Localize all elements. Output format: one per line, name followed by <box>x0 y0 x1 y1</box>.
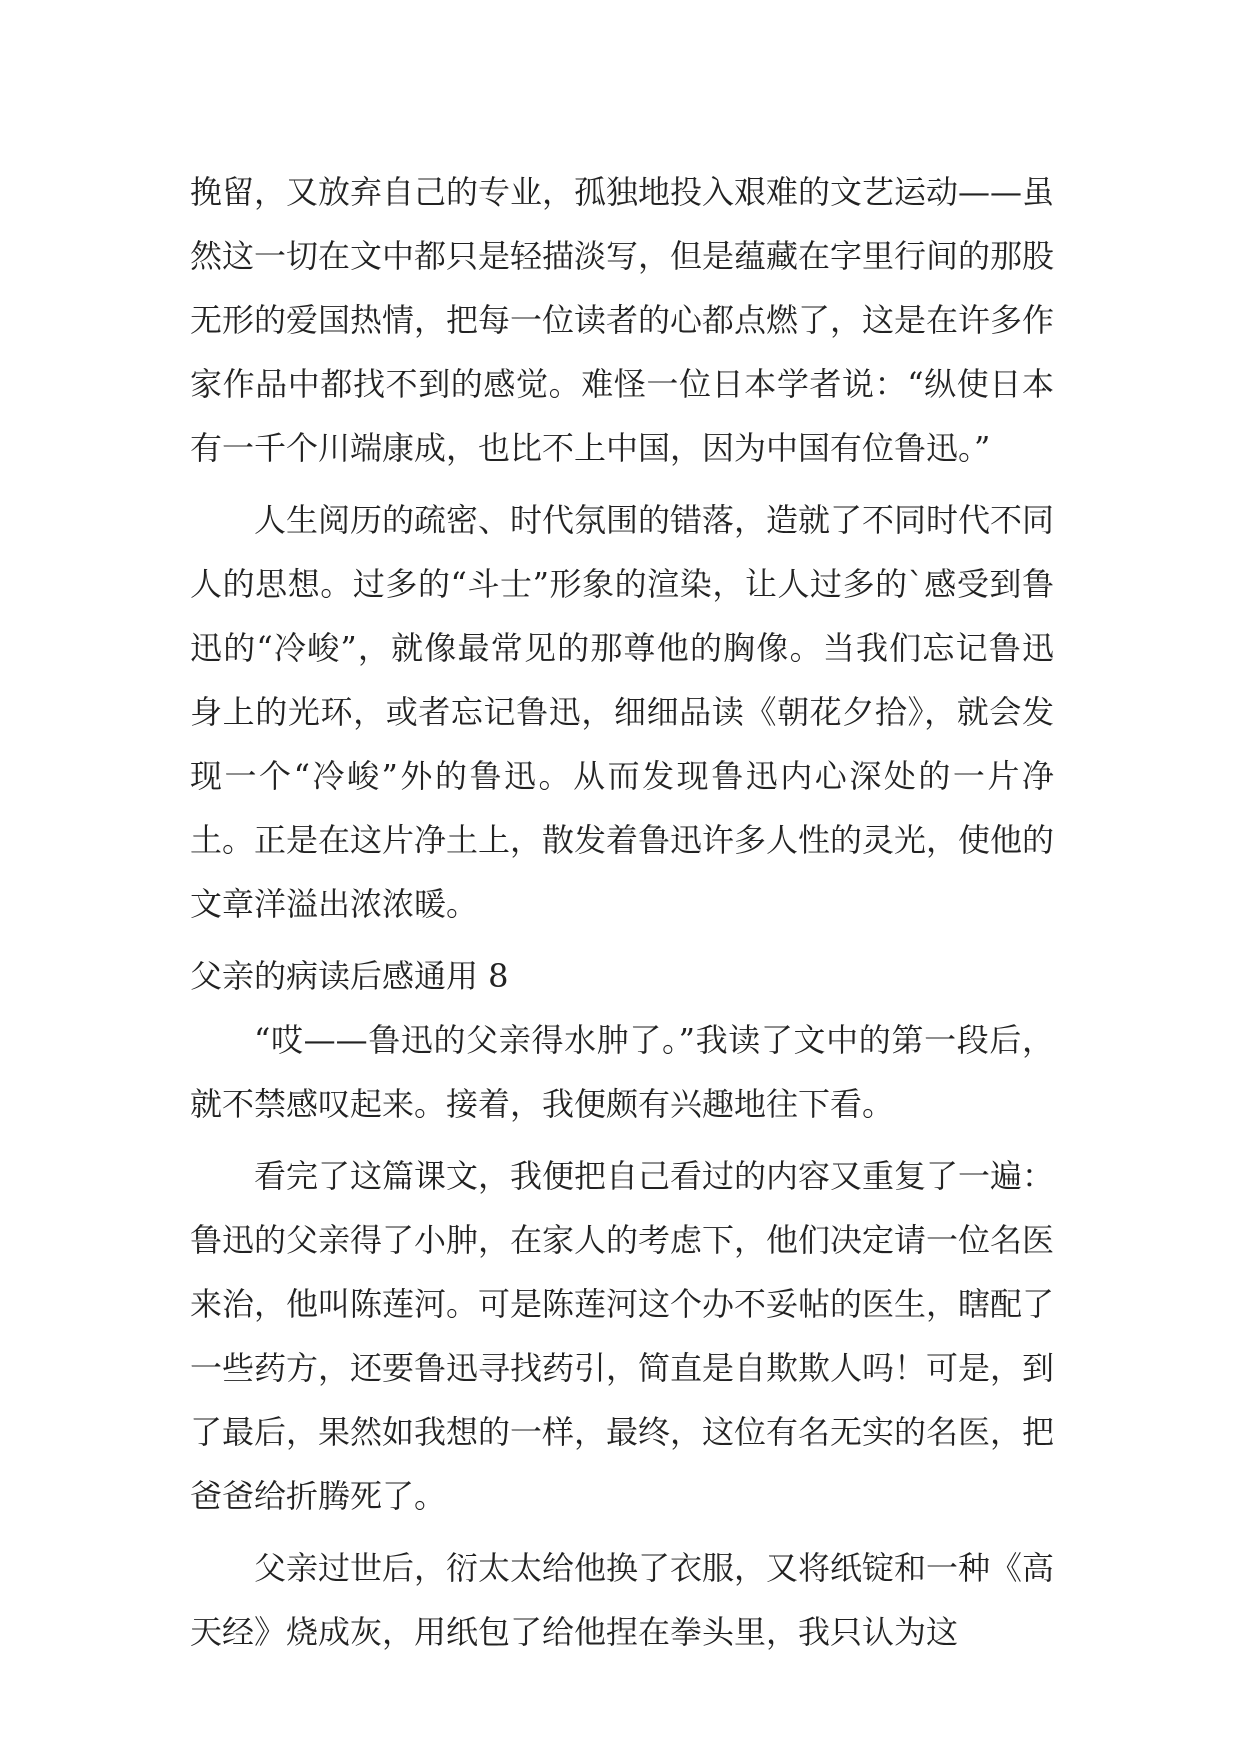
paragraph-section-3: 父亲过世后，衍太太给他换了衣服，又将纸锭和一种《高天经》烧成灰，用纸包了给他捏在拳头里，我只认为这 <box>190 1549 1055 1651</box>
paragraph-lu-xun-reflection: 人生阅历的疏密、时代氛围的错落，造就了不同时代不同人的思想。过多的“斗士”形象的渲染，让人过多的`感受到鲁迅的“冷峻”，就像最常见的那尊他的胸像。当我们忘记鲁迅身上的光环，或者忘记鲁迅，细细品读《朝花夕拾》，就会发现一个“冷峻”外的鲁迅。从而发现鲁迅内心深处的一片净土。正是在这片净土上，散发着鲁迅许多人性的灵光，使他的文章洋溢出浓浓暖。 <box>190 501 1055 923</box>
paragraph-section-1: “哎——鲁迅的父亲得水肿了。”我读了文中的第一段后，就不禁感叹起来。接着，我便颇有兴趣地往下看。 <box>190 1021 1054 1123</box>
document-body <box>190 160 1054 1672</box>
section-title: 父亲的病读后感通用 8 <box>190 957 509 995</box>
paragraph-section-2: 看完了这篇课文，我便把自己看过的内容又重复了一遍：鲁迅的父亲得了小肿，在家人的考虑下，他们决定请一位名医来治，他叫陈莲河。可是陈莲河这个办不妥帖的医生，瞎配了一些药方，还要鲁迅寻找药引，简直是自欺欺人吗！可是，到了最后，果然如我想的一样，最终，这位有名无实的名医，把爸爸给折腾死了。 <box>190 1157 1055 1515</box>
paragraph-continued: 挽留，又放弃自己的专业，孤独地投入艰难的文艺运动——虽然这一切在文中都只是轻描淡写，但是蕴藏在字里行间的那股无形的爱国热情，把每一位读者的心都点燃了，这是在许多作家作品中都找不到的感觉。难怪一位日本学者说：“纵使日本有一千个川端康成，也比不上中国，因为中国有位鲁迅。” <box>190 173 1055 467</box>
